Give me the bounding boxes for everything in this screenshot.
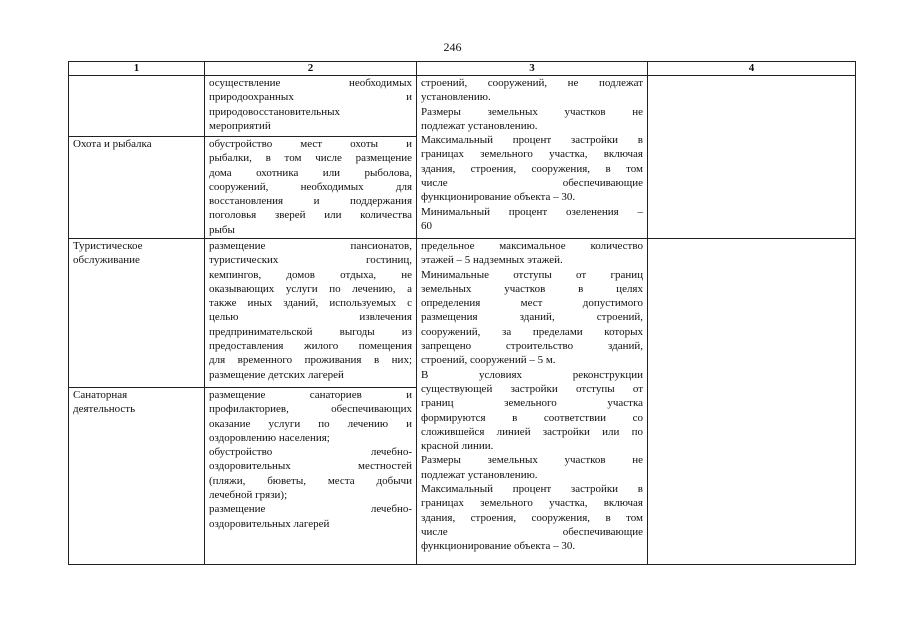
- text-line: формируются в соответствии со: [421, 411, 643, 424]
- text-line: функционирование объекта – 30.: [421, 540, 576, 553]
- text-line: функционирование объекта – 30.: [421, 191, 576, 204]
- text-line: сооружений, необходимых для: [209, 180, 412, 193]
- text-line: рыбалки, в том числе размещение: [209, 152, 412, 165]
- row1-description-cell: [205, 137, 417, 239]
- text-line: запрещено строительство зданий,: [421, 340, 643, 353]
- text-line: оздоровлению населения;: [209, 431, 330, 444]
- use-type-label: деятельность: [73, 403, 136, 416]
- text-line: (пляжи, бюветы, места добычи: [209, 474, 412, 487]
- text-line: для временного проживания в них;: [209, 354, 412, 367]
- text-line: строений, сооружений – 5 м.: [421, 354, 556, 367]
- text-line: обустройство мест охоты и: [209, 138, 412, 150]
- text-line: строений, сооружений, не подлежат: [421, 77, 643, 89]
- text-line: профилакториев, обеспечивающих: [209, 403, 412, 416]
- text-line: дома охотника или рыболова,: [209, 166, 412, 179]
- parameters-cell-block-1: [417, 76, 648, 239]
- text-line: лечебной грязи);: [209, 489, 288, 502]
- text-line: сооружений, за пределами которых: [421, 325, 643, 338]
- text-line: размещение детских лагерей: [209, 368, 344, 381]
- text-line: обустройство лечебно-: [209, 446, 412, 459]
- text-line: Максимальный процент застройки в: [421, 134, 643, 147]
- text-line: Минимальные отступы от границ: [421, 268, 643, 281]
- page-number: 246: [443, 40, 462, 54]
- row1-use-type-cell: [69, 137, 205, 239]
- row0-description-cell: [205, 76, 417, 137]
- text-line: предпринимательской выгоды из: [209, 325, 412, 338]
- text-line: кемпингов, домов отдыха, не: [209, 268, 412, 281]
- column-header-4: 4: [648, 62, 856, 76]
- text-line: мероприятий: [209, 119, 271, 132]
- zoning-table: [68, 61, 856, 565]
- text-line: определения мест допустимого: [421, 297, 643, 310]
- text-line: размещение лечебно-: [209, 503, 412, 516]
- text-line: оказание услуги по лечению и: [209, 417, 412, 430]
- text-line: Максимальный процент застройки в: [421, 483, 643, 496]
- text-line: туристических гостиниц,: [209, 254, 412, 267]
- text-line: границах земельного участка, включая: [421, 497, 643, 510]
- text-line: предельное максимальное количество: [421, 240, 643, 252]
- notes-cell-block-1: [648, 76, 856, 239]
- text-line: размещение пансионатов,: [209, 240, 412, 252]
- text-line: оздоровительных лагерей: [209, 517, 330, 530]
- row3-description-cell: [205, 388, 417, 565]
- row2-use-type-cell: [69, 239, 205, 388]
- text-line: красной линии.: [421, 440, 494, 453]
- column-header-3: 3: [417, 62, 648, 76]
- text-line: установлению.: [421, 91, 491, 104]
- table-header-row: [69, 62, 856, 76]
- text-line: здания, строения, сооружения, в том: [421, 511, 643, 524]
- table-row: [69, 239, 856, 388]
- row2-description-cell: [205, 239, 417, 388]
- text-line: подлежат установлению.: [421, 119, 538, 132]
- text-line: существующей застройки отступы от: [421, 382, 643, 395]
- text-line: осуществление необходимых: [209, 77, 412, 89]
- use-type-label: обслуживание: [73, 254, 140, 267]
- text-line: размещение санаториев и: [209, 389, 412, 401]
- row0-use-type-cell: [69, 76, 205, 137]
- text-line: восстановления и поддержания: [209, 195, 412, 208]
- column-header-1: 1: [69, 62, 205, 76]
- text-line: предоставления жилого помещения: [209, 340, 412, 353]
- text-line: числе обеспечивающие: [421, 177, 643, 190]
- text-line: сложившейся линией застройки или по: [421, 425, 643, 438]
- use-type-label: Санаторная: [73, 389, 128, 401]
- text-line: этажей – 5 надземных этажей.: [421, 254, 563, 267]
- text-line: рыбы: [209, 223, 235, 236]
- text-line: Минимальный процент озеленения –: [421, 205, 643, 218]
- column-header-2: 2: [205, 62, 417, 76]
- notes-cell-block-2: [648, 239, 856, 565]
- text-line: границах земельного участка, включая: [421, 148, 643, 161]
- text-line: также иных зданий, используемых с: [209, 297, 412, 310]
- text-line: оказывающих услуги по лечению, а: [209, 282, 412, 295]
- text-line: В условиях реконструкции: [421, 368, 643, 381]
- text-line: числе обеспечивающие: [421, 525, 643, 538]
- text-line: природовосстановительных: [209, 105, 340, 118]
- text-line: Размеры земельных участков не: [421, 105, 643, 118]
- table-row: [69, 76, 856, 137]
- text-line: поголовья зверей или количества: [209, 209, 412, 222]
- text-line: подлежат установлению.: [421, 468, 538, 481]
- text-line: Размеры земельных участков не: [421, 454, 643, 467]
- text-line: 60: [421, 219, 432, 232]
- text-line: природоохранных и: [209, 91, 412, 104]
- text-line: земельных участков в целях: [421, 282, 643, 295]
- text-line: оздоровительных местностей: [209, 460, 412, 473]
- text-line: здания, строения, сооружения, в том: [421, 162, 643, 175]
- row3-use-type-cell: [69, 388, 205, 565]
- use-type-label: Туристическое: [73, 240, 143, 252]
- parameters-cell-block-2: [417, 239, 648, 565]
- text-line: целью извлечения: [209, 311, 412, 324]
- text-line: размещения зданий, строений,: [421, 311, 643, 324]
- text-line: границ земельного участка: [421, 397, 643, 410]
- use-type-label: Охота и рыбалка: [73, 138, 152, 150]
